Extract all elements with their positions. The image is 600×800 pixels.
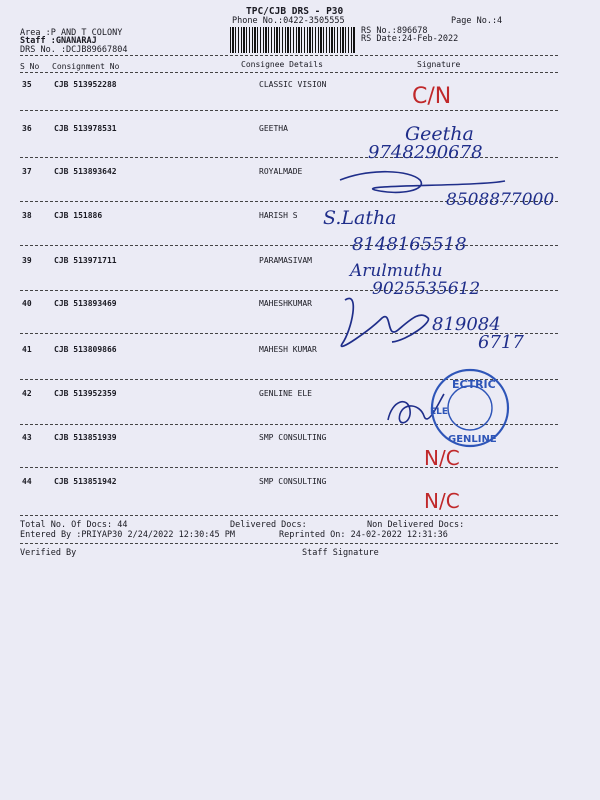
handwritten-signature-mahesh: [341, 298, 428, 346]
stamp-text-bottom: GENLINE: [448, 434, 497, 445]
handwritten-signature-geetha: Geetha: [405, 123, 474, 145]
company-stamp: [430, 370, 508, 446]
row-sno: 36: [22, 124, 32, 133]
col-consignment-header: Consignment No: [52, 62, 120, 71]
rs-date: RS Date:24-Feb-2022: [361, 34, 459, 44]
non-delivered-docs: Non Delivered Docs:: [367, 520, 465, 530]
document-title: TPC/CJB DRS - P30: [246, 6, 344, 17]
row-sno: 39: [22, 256, 32, 265]
handwritten-phone-mahesh-part2: 6717: [478, 332, 524, 353]
reprinted-on: Reprinted On: 24-02-2022 12:31:36: [279, 530, 448, 540]
stamp-text-top: ECTRIC: [452, 378, 496, 391]
verified-by: Verified By: [20, 548, 77, 558]
row-sno: 41: [22, 345, 32, 354]
nc-mark-row44: N/C: [424, 489, 460, 513]
staff-signature-label: Staff Signature: [302, 548, 379, 558]
handwritten-signature-harish: S.Latha: [323, 207, 397, 229]
row-consignee: MAHESHKUMAR: [259, 299, 312, 308]
handwritten-phone-paramasivam: 9025535612: [372, 279, 481, 299]
row-consignment: CJB 513952288: [54, 80, 117, 89]
handwritten-phone-mahesh-part1: 819084: [432, 314, 501, 335]
col-details-header: Consignee Details: [241, 60, 323, 69]
rs-number: RS No.:896678: [361, 26, 428, 36]
row-consignment: CJB 513851939: [54, 433, 117, 442]
handwritten-signature-paramasivam: Arulmuthu: [350, 261, 443, 281]
row-consignment: CJB 151886: [54, 211, 103, 220]
row-sno: 37: [22, 167, 32, 176]
row-consignee: SMP CONSULTING: [259, 477, 327, 486]
col-signature-header: Signature: [417, 60, 461, 69]
row-sno: 35: [22, 80, 32, 89]
row-consignment: CJB 513893642: [54, 167, 117, 176]
area-label: Area :P AND T COLONY: [20, 28, 123, 38]
row-consignment: CJB 513978531: [54, 124, 117, 133]
handwritten-phone-harish: 8148165518: [352, 234, 467, 255]
entered-by: Entered By :PRIYAP30 2/24/2022 12:30:45 PM: [20, 530, 235, 540]
staff-label: Staff :GNANARAJ: [20, 36, 97, 46]
row-consignee: ROYALMADE: [259, 167, 303, 176]
handwritten-phone-royalmade: 8508877000: [446, 190, 555, 210]
row-consignee: GEETHA: [259, 124, 288, 133]
page-number: Page No.:4: [451, 16, 503, 26]
delivered-docs: Delivered Docs:: [230, 520, 307, 530]
row-sno: 43: [22, 433, 32, 442]
col-sno-header: S No: [20, 62, 40, 71]
row-consignment: CJB 513952359: [54, 389, 117, 398]
total-docs: Total No. Of Docs: 44: [20, 520, 128, 530]
phone-number: Phone No.:0422-3505555: [232, 16, 345, 26]
nc-mark-row43: N/C: [424, 446, 460, 470]
row-consignment: CJB 513893469: [54, 299, 117, 308]
drs-number: DRS No. :DCJB89667804: [20, 45, 128, 55]
row-consignee: HARISH S: [259, 211, 298, 220]
row-consignee: MAHESH KUMAR: [259, 345, 317, 354]
row-consignment: CJB 513809866: [54, 345, 117, 354]
stamp-inner-ring: [448, 386, 492, 430]
stamp-text-left: ELE: [430, 407, 449, 417]
row-consignment: CJB 513971711: [54, 256, 117, 265]
row-sno: 42: [22, 389, 32, 398]
row-sno: 40: [22, 299, 32, 308]
row-consignee: SMP CONSULTING: [259, 433, 327, 442]
row-consignee: PARAMASIVAM: [259, 256, 312, 265]
row-sno: 38: [22, 211, 32, 220]
handwritten-phone-geetha: 9748290678: [368, 142, 483, 163]
row-consignment: CJB 513851942: [54, 477, 117, 486]
row-sno: 44: [22, 477, 32, 486]
row-consignee: CLASSIC VISION: [259, 80, 327, 89]
cn-mark: C/N: [412, 84, 452, 109]
row-consignee: GENLINE ELE: [259, 389, 312, 398]
